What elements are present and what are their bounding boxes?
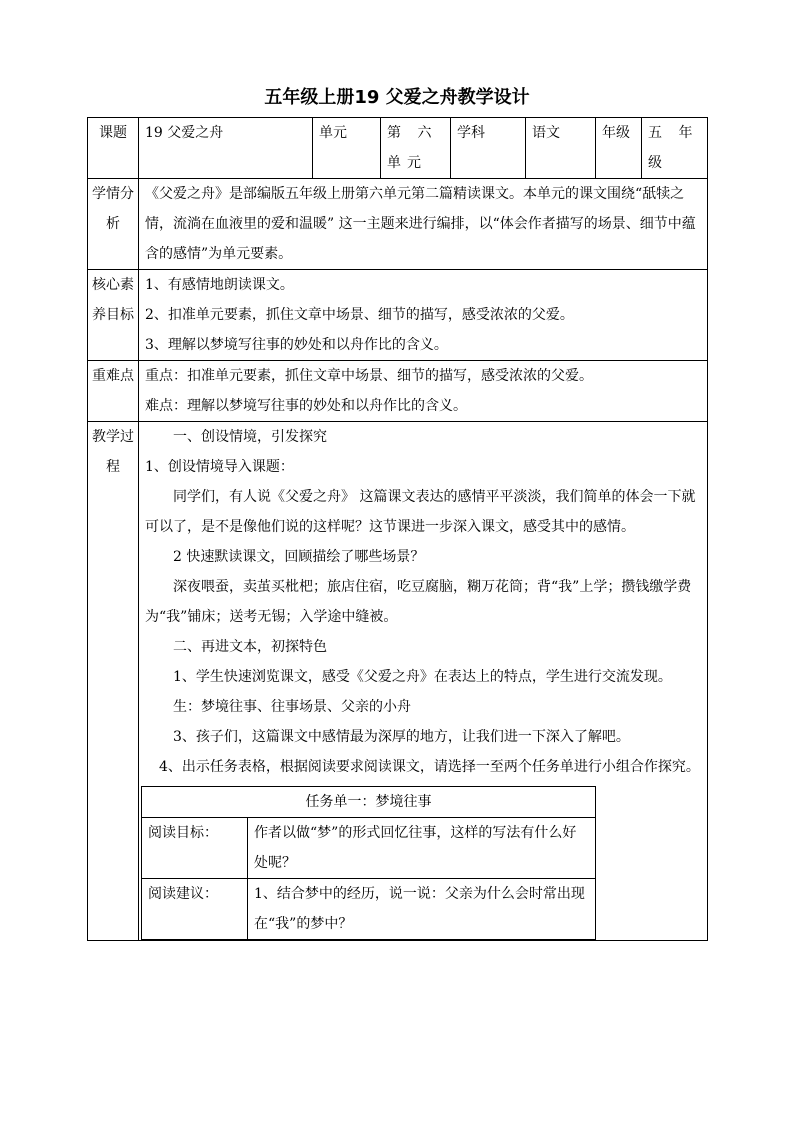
process-paragraph: 4、出示任务表格，根据阅读要求阅读课文，请选择一至两个任务单进行小组合作探究。 [159,759,700,775]
process-content [139,422,708,941]
goal-item: 2、扣准单元要素，抓住文章中场景、细节的描写，感受浓浓的父爱。 [145,307,574,323]
header-row [88,118,708,179]
task-title-row [142,787,596,818]
task-title: 任务单一：梦境往事 [142,787,596,818]
process-paragraph: 2 快速默读课文，回顾描绘了哪些场景？ [173,549,425,565]
subject-value: 语文 [526,118,596,179]
section-heading: 二、再进文本，初探特色 [173,639,327,655]
key-points-row [88,361,708,422]
task-goal-row [142,818,596,879]
section-heading: 一、创设情境，引发探究 [173,429,327,445]
task-advice-text: 1、结合梦中的经历，说一说：父亲为什么会时常出现在“我”的梦中？ [248,879,596,940]
process-paragraph: 深夜喂蚕，卖茧买枇杷；旅店住宿，吃豆腐脑，糊万花筒；背“我”上学；攒钱缴学费为“我”铺床；送考无锡；入学途中缝被。 [145,579,692,625]
process-paragraph: 1、学生快速浏览课文，感受《父爱之舟》在表达上的特点，学生进行交流发现。 [173,669,672,685]
lesson-plan-table [87,117,708,941]
unit-label: 单元 [313,118,381,179]
key-points-content [139,361,708,422]
grade-value: 五 年级 [642,118,708,179]
process-paragraph: 1、创设情境导入课题： [145,459,294,475]
key-points-label: 重难点 [88,361,139,422]
process-paragraph: 3、孩子们，这篇课文中感情最为深厚的地方，让我们进一下深入了解吧。 [173,729,630,745]
topic-value: 19 父爱之舟 [139,118,313,179]
document-title: 五年级上册19 父爱之舟教学设计 [264,87,530,108]
task-advice-label: 阅读建议： [142,879,248,940]
key-point-text: 重点：扣准单元要素，抓住文章中场景、细节的描写，感受浓浓的父爱。 [145,368,593,384]
topic-label: 课题 [88,118,139,179]
goals-label: 核心素养目标 [88,270,139,361]
process-paragraph: 同学们，有人说《父爱之舟》 这篇课文表达的感情平平淡淡，我们简单的体会一下就可以了，是不是像他们说的这样呢？这节课进一步深入课文，感受其中的感情。 [145,489,696,535]
process-paragraph: 生：梦境往事、往事场景、父亲的小舟 [173,699,411,715]
task-table [141,786,596,940]
process-row [88,422,708,941]
task-advice-row [142,879,596,940]
analysis-text: 《父爱之舟》是部编版五年级上册第六单元第二篇精读课文。本单元的课文围绕“舐犊之情，流淌在血液里的爱和温暖” 这一主题来进行编排，以“体会作者描写的场景、细节中蕴含的感情”为单元要素。 [139,179,708,270]
task-goal-text: 作者以做“梦”的形式回忆往事，这样的写法有什么好处呢？ [248,818,596,879]
process-label: 教学过程 [88,422,139,941]
difficult-point-text: 难点：理解以梦境写往事的妙处和以舟作比的含义。 [145,398,467,414]
goal-item: 1、有感情地朗读课文。 [145,277,294,293]
analysis-row [88,179,708,270]
unit-value: 第 六 单元 [381,118,451,179]
analysis-label: 学情分析 [88,179,139,270]
subject-label: 学科 [451,118,526,179]
goal-item: 3、理解以梦境写往事的妙处和以舟作比的含义。 [145,337,448,353]
goals-content [139,270,708,361]
grade-label: 年级 [596,118,642,179]
goals-row [88,270,708,361]
task-goal-label: 阅读目标： [142,818,248,879]
